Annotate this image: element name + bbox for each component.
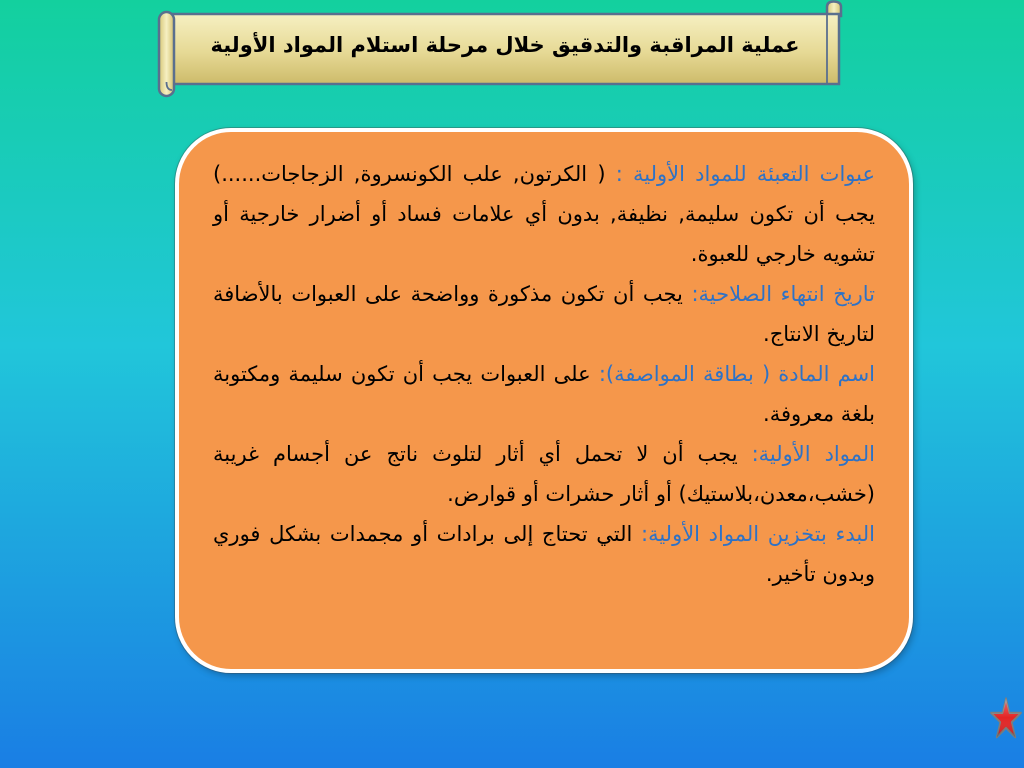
paragraph-material-name [213,354,875,434]
star-icon [990,697,1022,739]
title-banner [155,0,847,100]
paragraph-text: يجب أن لا تحمل أي أثار لتلوث ناتج عن أجسام غريبة (خشب،معدن،بلاستيك) أو أثار حشرات أو قوارض. [213,442,875,506]
paragraph-text: على العبوات يجب أن تكون سليمة ومكتوبة بلغة معروفة. [213,362,875,426]
paragraph-heading: المواد الأولية: [751,442,875,466]
paragraph-heading: اسم المادة ( بطاقة المواصفة): [598,362,875,386]
paragraph-text: ( الكرتون, علب الكونسروة, الزجاجات......) يجب أن تكون سليمة, نظيفة, بدون أي علامات فساد أو أضرار خارجية أو تشويه خارجي للعبوة. [213,162,875,266]
star-nav-button[interactable] [990,697,1022,739]
paragraph-heading: تاريخ انتهاء الصلاحية: [691,282,875,306]
paragraph-expiry-date [213,274,875,354]
paragraph-text: التي تحتاج إلى برادات أو مجمدات بشكل فوري وبدون تأخير. [213,522,875,586]
paragraph-storage [213,514,875,594]
paragraph-text: يجب أن تكون مذكورة وواضحة على العبوات بالأضافة لتاريخ الانتاج. [213,282,875,346]
content-box [175,128,913,673]
paragraph-heading: عبوات التعبئة للمواد الأولية : [615,162,875,186]
paragraph-raw-materials [213,434,875,514]
slide-title: عملية المراقبة والتدقيق خلال مرحلة استلام المواد الأولية [210,33,800,57]
paragraph-heading: البدء بتخزين المواد الأولية: [641,522,875,546]
paragraph-packaging [213,154,875,274]
